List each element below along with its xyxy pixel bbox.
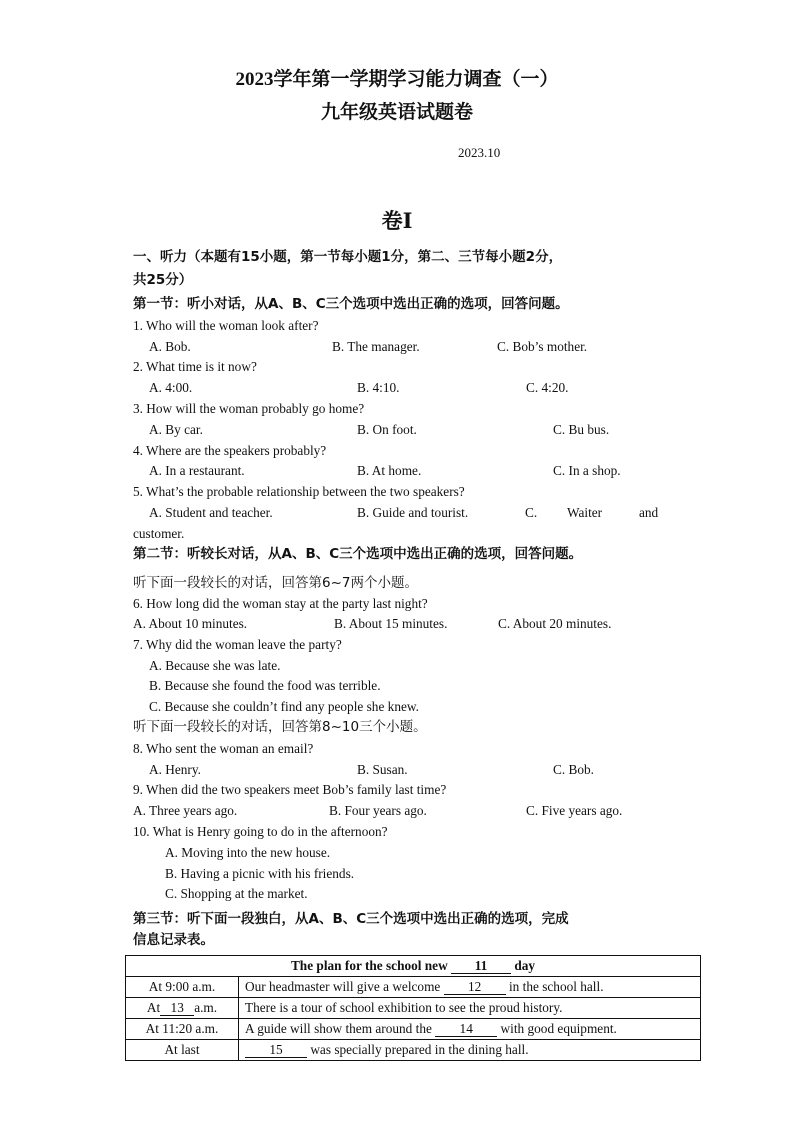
q5-option-c-word2[interactable]: and bbox=[639, 505, 659, 520]
section1-heading: 第一节：听小对话，从A、B、C三个选项中选出正确的选项，回答问题。 bbox=[133, 296, 569, 312]
time-text: At 9:00 a.m. bbox=[148, 979, 216, 994]
q5-option-a[interactable]: A. Student and teacher. bbox=[149, 505, 273, 520]
q1-option-a[interactable]: A. Bob. bbox=[149, 339, 191, 354]
activity-text-end: in the school hall. bbox=[508, 979, 604, 994]
q9-option-a[interactable]: A. Three years ago. bbox=[133, 803, 238, 818]
table-row bbox=[126, 1040, 701, 1061]
q8-option-b[interactable]: B. Susan. bbox=[357, 762, 408, 777]
activity-text: A guide will show them around the bbox=[245, 1021, 432, 1036]
time-text: At 11:20 a.m. bbox=[145, 1021, 219, 1036]
q5-option-b[interactable]: B. Guide and tourist. bbox=[357, 505, 469, 520]
activity-cell bbox=[239, 1040, 701, 1061]
q2-option-a[interactable]: A. 4:00. bbox=[149, 380, 193, 395]
question-9: 9. When did the two speakers meet Bob’s family last time? bbox=[133, 782, 447, 797]
activity-text-end: with good equipment. bbox=[500, 1021, 617, 1036]
blank-13[interactable]: 13 bbox=[160, 1001, 194, 1016]
question-8: 8. Who sent the woman an email? bbox=[133, 741, 314, 756]
q10-option-b[interactable]: B. Having a picnic with his friends. bbox=[165, 866, 355, 881]
exam-date: 2023.10 bbox=[458, 145, 501, 160]
question-3: 3. How will the woman probably go home? bbox=[133, 401, 365, 416]
question-2: 2. What time is it now? bbox=[133, 359, 257, 374]
table-row bbox=[126, 1019, 701, 1040]
blank-12[interactable]: 12 bbox=[444, 980, 506, 995]
part1-heading-cont: 共25分） bbox=[133, 272, 193, 288]
q5-option-c-letter[interactable]: C. bbox=[525, 505, 538, 520]
q3-option-c[interactable]: C. Bu bus. bbox=[553, 422, 610, 437]
q7-option-a[interactable]: A. Because she was late. bbox=[149, 658, 281, 673]
table-title bbox=[126, 956, 701, 977]
q1-option-b[interactable]: B. The manager. bbox=[332, 339, 420, 354]
section2-intro-6-7: 听下面一段较长的对话，回答第6~7两个小题。 bbox=[133, 575, 418, 591]
q7-option-c[interactable]: C. Because she couldn’t find any people she knew. bbox=[149, 699, 419, 714]
table-row bbox=[126, 956, 701, 977]
q3-option-b[interactable]: B. On foot. bbox=[357, 422, 417, 437]
time-cell bbox=[126, 1040, 239, 1061]
q10-option-a[interactable]: A. Moving into the new house. bbox=[165, 845, 331, 860]
section3-heading-cont: 信息记录表。 bbox=[133, 932, 214, 948]
section2-intro-8-10: 听下面一段较长的对话，回答第8~10三个小题。 bbox=[133, 719, 427, 735]
q6-option-b[interactable]: B. About 15 minutes. bbox=[334, 616, 448, 631]
q9-option-c[interactable]: C. Five years ago. bbox=[526, 803, 623, 818]
q3-option-a[interactable]: A. By car. bbox=[149, 422, 203, 437]
question-7: 7. Why did the woman leave the party? bbox=[133, 637, 342, 652]
section3-heading: 第三节：听下面一段独白，从A、B、C三个选项中选出正确的选项，完成 bbox=[133, 911, 569, 927]
activity-cell bbox=[239, 998, 701, 1019]
q7-option-b[interactable]: B. Because she found the food was terrible. bbox=[149, 678, 381, 693]
q2-option-b[interactable]: B. 4:10. bbox=[357, 380, 400, 395]
question-4: 4. Where are the speakers probably? bbox=[133, 443, 327, 458]
q9-option-b[interactable]: B. Four years ago. bbox=[329, 803, 427, 818]
question-6: 6. How long did the woman stay at the party last night? bbox=[133, 596, 428, 611]
question-1: 1. Who will the woman look after? bbox=[133, 318, 319, 333]
q5-option-c-word1[interactable]: Waiter bbox=[567, 505, 603, 520]
question-10: 10. What is Henry going to do in the afternoon? bbox=[133, 824, 388, 839]
q8-option-a[interactable]: A. Henry. bbox=[149, 762, 201, 777]
q10-option-c[interactable]: C. Shopping at the market. bbox=[165, 886, 308, 901]
q4-option-b[interactable]: B. At home. bbox=[357, 463, 422, 478]
q8-option-c[interactable]: C. Bob. bbox=[553, 762, 595, 777]
blank-15[interactable]: 15 bbox=[245, 1043, 307, 1058]
activity-cell bbox=[239, 977, 701, 998]
table-title-suffix: day bbox=[514, 958, 536, 973]
time-cell bbox=[126, 977, 239, 998]
time-text: At last bbox=[164, 1042, 200, 1057]
q6-option-a[interactable]: A. About 10 minutes. bbox=[133, 616, 248, 631]
table-title-text: The plan for the school new bbox=[290, 958, 448, 973]
time-text-end: a.m. bbox=[194, 1000, 218, 1015]
question-5: 5. What’s the probable relationship between the two speakers? bbox=[133, 484, 465, 499]
time-cell bbox=[126, 998, 239, 1019]
q6-option-c[interactable]: C. About 20 minutes. bbox=[498, 616, 612, 631]
q4-option-a[interactable]: A. In a restaurant. bbox=[149, 463, 245, 478]
exam-subtitle: 九年级英语试题卷 bbox=[320, 102, 473, 123]
plan-table bbox=[125, 955, 701, 1061]
activity-text: There is a tour of school exhibition to see the proud history. bbox=[245, 1000, 563, 1015]
q1-option-c[interactable]: C. Bob’s mother. bbox=[497, 339, 588, 354]
blank-11[interactable]: 11 bbox=[451, 959, 511, 974]
table-row bbox=[126, 977, 701, 998]
section2-heading: 第二节：听较长对话，从A、B、C三个选项中选出正确的选项，回答问题。 bbox=[133, 546, 583, 562]
time-text: At bbox=[146, 1000, 161, 1015]
blank-14[interactable]: 14 bbox=[435, 1022, 497, 1037]
q4-option-c[interactable]: C. In a shop. bbox=[553, 463, 621, 478]
activity-cell bbox=[239, 1019, 701, 1040]
volume-label: 卷Ⅰ bbox=[381, 209, 413, 233]
time-cell bbox=[126, 1019, 239, 1040]
q5-option-c-word3[interactable]: customer. bbox=[133, 526, 185, 541]
activity-text-end: was specially prepared in the dining hall. bbox=[310, 1042, 529, 1057]
part1-heading: 一、听力（本题有15小题，第一节每小题1分，第二、三节每小题2分， bbox=[133, 249, 563, 265]
exam-title: 2023学年第一学期学习能力调查（一） bbox=[235, 69, 559, 90]
activity-text: Our headmaster will give a welcome bbox=[245, 979, 441, 994]
q2-option-c[interactable]: C. 4:20. bbox=[526, 380, 569, 395]
table-row bbox=[126, 998, 701, 1019]
